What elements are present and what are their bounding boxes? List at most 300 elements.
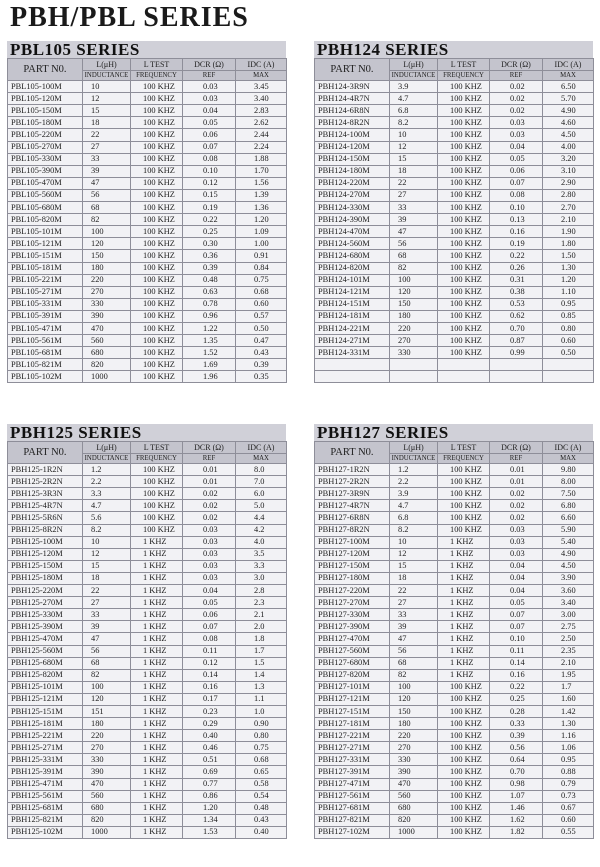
cell-dcr: 0.05 bbox=[490, 597, 543, 609]
cell-idc: 7.50 bbox=[543, 488, 594, 500]
cell-dcr: 1.07 bbox=[490, 790, 543, 802]
table-row bbox=[315, 500, 594, 512]
cell-idc: 1.42 bbox=[543, 705, 594, 717]
cell-inductance: 68 bbox=[390, 657, 438, 669]
table-row bbox=[8, 226, 287, 238]
table-row bbox=[8, 238, 287, 250]
cell-idc: 0.75 bbox=[236, 274, 287, 286]
cell-part-no: PBH124-4R7N bbox=[315, 93, 390, 105]
cell-part-no: PBH124-6R8N bbox=[315, 105, 390, 117]
cell-part-no: PBL105-820M bbox=[8, 214, 83, 226]
cell-idc: 3.40 bbox=[543, 597, 594, 609]
cell-frequency: 100 KHZ bbox=[438, 214, 490, 226]
cell-dcr: 0.06 bbox=[490, 165, 543, 177]
cell-frequency: 1 KHZ bbox=[438, 657, 490, 669]
cell-frequency: 100 KHZ bbox=[438, 754, 490, 766]
cell-idc: 1.8 bbox=[236, 633, 287, 645]
cell-part-no: PBH125-470M bbox=[8, 633, 83, 645]
cell-dcr: 0.06 bbox=[183, 609, 236, 621]
cell-dcr: 0.48 bbox=[183, 274, 236, 286]
cell-idc: 3.3 bbox=[236, 560, 287, 572]
cell-inductance: 15 bbox=[83, 105, 131, 117]
cell-dcr: 0.96 bbox=[183, 310, 236, 322]
cell-idc: 0.80 bbox=[236, 730, 287, 742]
table-row bbox=[315, 718, 594, 730]
cell-idc: 8.00 bbox=[543, 476, 594, 488]
cell-frequency: 100 KHZ bbox=[438, 93, 490, 105]
cell-dcr: 0.04 bbox=[490, 141, 543, 153]
cell-dcr: 0.16 bbox=[490, 669, 543, 681]
cell-frequency: 100 KHZ bbox=[438, 524, 490, 536]
cell-frequency: 100 KHZ bbox=[438, 693, 490, 705]
cell-frequency: 100 KHZ bbox=[131, 359, 183, 371]
header-row bbox=[8, 442, 287, 454]
cell-dcr: 0.07 bbox=[490, 609, 543, 621]
cell-inductance: 330 bbox=[83, 754, 131, 766]
cell-idc: 3.45 bbox=[236, 81, 287, 93]
spec-table bbox=[7, 441, 287, 839]
table-row bbox=[315, 657, 594, 669]
table-row bbox=[8, 129, 287, 141]
cell-part-no: PBH127-391M bbox=[315, 766, 390, 778]
cell-dcr: 0.70 bbox=[490, 766, 543, 778]
cell-inductance: 3.9 bbox=[390, 81, 438, 93]
table-row bbox=[315, 347, 594, 359]
cell-frequency: 100 KHZ bbox=[131, 226, 183, 238]
cell-frequency: 1 KHZ bbox=[131, 766, 183, 778]
cell-dcr: 0.62 bbox=[490, 310, 543, 322]
cell-frequency: 100 KHZ bbox=[438, 681, 490, 693]
table-row bbox=[315, 464, 594, 476]
table-row bbox=[315, 802, 594, 814]
cell-dcr: 0.03 bbox=[490, 524, 543, 536]
cell-dcr: 0.07 bbox=[490, 621, 543, 633]
cell-dcr: 0.25 bbox=[183, 226, 236, 238]
cell-inductance: 270 bbox=[390, 742, 438, 754]
cell-dcr: 0.05 bbox=[183, 117, 236, 129]
cell-inductance: 15 bbox=[390, 153, 438, 165]
cell-inductance: 8.2 bbox=[83, 524, 131, 536]
table-row bbox=[8, 621, 287, 633]
cell-idc: 0.40 bbox=[236, 826, 287, 838]
cell-inductance: 3.9 bbox=[390, 488, 438, 500]
cell-part-no: PBH127-330M bbox=[315, 609, 390, 621]
cell-frequency: 100 KHZ bbox=[438, 718, 490, 730]
cell-idc: 0.60 bbox=[236, 298, 287, 310]
cell-part-no: PBL105-181M bbox=[8, 262, 83, 274]
cell-dcr: 1.46 bbox=[490, 802, 543, 814]
cell-inductance: 15 bbox=[390, 560, 438, 572]
cell-inductance: 22 bbox=[83, 129, 131, 141]
cell-frequency: 100 KHZ bbox=[438, 226, 490, 238]
table-row bbox=[8, 705, 287, 717]
table-row bbox=[8, 335, 287, 347]
cell-frequency: 1 KHZ bbox=[131, 585, 183, 597]
table-row bbox=[315, 165, 594, 177]
cell-inductance: 39 bbox=[83, 621, 131, 633]
cell-inductance: 330 bbox=[390, 347, 438, 359]
cell-inductance: 33 bbox=[83, 153, 131, 165]
cell-frequency: 100 KHZ bbox=[438, 322, 490, 334]
cell-inductance: 18 bbox=[390, 572, 438, 584]
cell-dcr: 0.14 bbox=[490, 657, 543, 669]
cell-idc: 1.50 bbox=[543, 250, 594, 262]
table-row bbox=[315, 536, 594, 548]
cell-part-no: PBL105-180M bbox=[8, 117, 83, 129]
cell-idc: 1.90 bbox=[543, 226, 594, 238]
cell-inductance: 47 bbox=[83, 633, 131, 645]
table-row bbox=[8, 488, 287, 500]
table-row bbox=[315, 262, 594, 274]
header-inductance: L(μH) bbox=[83, 59, 131, 71]
cell-idc: 0.60 bbox=[543, 814, 594, 826]
cell-inductance: 180 bbox=[83, 262, 131, 274]
cell-dcr: 0.40 bbox=[183, 730, 236, 742]
cell-frequency: 100 KHZ bbox=[438, 105, 490, 117]
table-row bbox=[315, 226, 594, 238]
cell-frequency: 100 KHZ bbox=[131, 335, 183, 347]
cell-idc: 1.20 bbox=[543, 274, 594, 286]
table-row bbox=[315, 129, 594, 141]
cell-dcr: 0.69 bbox=[183, 766, 236, 778]
cell-idc: 1.95 bbox=[543, 669, 594, 681]
cell-inductance: 56 bbox=[390, 238, 438, 250]
pbh127-panel bbox=[314, 424, 593, 839]
cell-inductance: 27 bbox=[390, 597, 438, 609]
cell-idc: 0.68 bbox=[236, 754, 287, 766]
header-part-no: PART N0. bbox=[315, 59, 390, 81]
cell-dcr: 0.04 bbox=[183, 585, 236, 597]
cell-frequency: 1 KHZ bbox=[131, 754, 183, 766]
table-row bbox=[315, 81, 594, 93]
table-row bbox=[315, 476, 594, 488]
cell-frequency: 100 KHZ bbox=[131, 189, 183, 201]
cell-part-no: PBH124-820M bbox=[315, 262, 390, 274]
table-row bbox=[8, 669, 287, 681]
cell-dcr: 0.56 bbox=[490, 742, 543, 754]
cell-dcr: 0.03 bbox=[490, 117, 543, 129]
cell-dcr: 0.16 bbox=[490, 226, 543, 238]
subheader-inductance: INDUCTANCE bbox=[390, 454, 438, 464]
cell-frequency: 100 KHZ bbox=[131, 165, 183, 177]
header-idc: IDC (A) bbox=[236, 442, 287, 454]
cell-frequency: 100 KHZ bbox=[438, 766, 490, 778]
cell-idc: 0.79 bbox=[543, 778, 594, 790]
table-row bbox=[8, 597, 287, 609]
cell-idc: 5.40 bbox=[543, 536, 594, 548]
cell-dcr: 0.28 bbox=[490, 705, 543, 717]
cell-dcr: 0.12 bbox=[183, 657, 236, 669]
cell-part-no: PBH127-8R2N bbox=[315, 524, 390, 536]
header-dcr: DCR (Ω) bbox=[183, 59, 236, 71]
cell-inductance: 10 bbox=[390, 129, 438, 141]
cell-inductance: 27 bbox=[390, 189, 438, 201]
cell-dcr: 0.12 bbox=[183, 177, 236, 189]
cell-idc: 0.84 bbox=[236, 262, 287, 274]
cell-part-no: PBL105-150M bbox=[8, 105, 83, 117]
cell-dcr: 0.22 bbox=[490, 681, 543, 693]
cell-dcr: 0.30 bbox=[183, 238, 236, 250]
cell-inductance: 220 bbox=[83, 730, 131, 742]
cell-dcr: 0.25 bbox=[490, 693, 543, 705]
table-row bbox=[8, 81, 287, 93]
cell-part-no: PBH125-221M bbox=[8, 730, 83, 742]
cell-idc: 0.48 bbox=[236, 802, 287, 814]
cell-idc: 4.90 bbox=[543, 105, 594, 117]
cell-dcr: 0.08 bbox=[490, 189, 543, 201]
cell-frequency: 1 KHZ bbox=[131, 802, 183, 814]
table-row bbox=[315, 681, 594, 693]
cell-dcr: 0.03 bbox=[490, 548, 543, 560]
cell-part-no: PBH127-471M bbox=[315, 778, 390, 790]
table-row bbox=[315, 177, 594, 189]
cell-frequency: 1 KHZ bbox=[131, 657, 183, 669]
cell-frequency: 100 KHZ bbox=[131, 322, 183, 334]
cell-inductance: 10 bbox=[83, 81, 131, 93]
cell-part-no: PBH125-101M bbox=[8, 681, 83, 693]
cell-part-no: PBH125-561M bbox=[8, 790, 83, 802]
cell-idc: 0.91 bbox=[236, 250, 287, 262]
cell-inductance: 330 bbox=[390, 754, 438, 766]
cell-dcr: 0.06 bbox=[183, 129, 236, 141]
cell-inductance: 82 bbox=[83, 214, 131, 226]
cell-frequency: 100 KHZ bbox=[131, 141, 183, 153]
cell-inductance: 22 bbox=[390, 177, 438, 189]
series-title: PBH127 SERIES bbox=[314, 424, 593, 441]
cell-frequency: 100 KHZ bbox=[131, 464, 183, 476]
cell-dcr: 0.04 bbox=[490, 585, 543, 597]
cell-idc: 1.5 bbox=[236, 657, 287, 669]
cell-idc: 4.0 bbox=[236, 536, 287, 548]
header-ltest: L TEST bbox=[131, 442, 183, 454]
table-row bbox=[315, 214, 594, 226]
cell-part-no: PBH127-1R2N bbox=[315, 464, 390, 476]
cell-dcr: 0.17 bbox=[183, 693, 236, 705]
cell-inductance: 120 bbox=[390, 286, 438, 298]
cell-idc: 2.50 bbox=[543, 633, 594, 645]
table-row bbox=[8, 718, 287, 730]
cell-part-no: PBH124-330M bbox=[315, 202, 390, 214]
cell-idc: 1.30 bbox=[543, 718, 594, 730]
cell-idc: 6.80 bbox=[543, 500, 594, 512]
cell-inductance: 3.3 bbox=[83, 488, 131, 500]
cell-dcr: 1.69 bbox=[183, 359, 236, 371]
table-row bbox=[8, 826, 287, 838]
subheader-max: MAX bbox=[543, 71, 594, 81]
cell-inductance: 33 bbox=[390, 202, 438, 214]
cell-part-no: PBH127-180M bbox=[315, 572, 390, 584]
cell-part-no: PBH127-100M bbox=[315, 536, 390, 548]
cell-inductance: 39 bbox=[390, 214, 438, 226]
cell-idc: 1.70 bbox=[236, 165, 287, 177]
table-row bbox=[8, 310, 287, 322]
table-row bbox=[315, 693, 594, 705]
cell-idc: 3.0 bbox=[236, 572, 287, 584]
cell-part-no: PBL105-221M bbox=[8, 274, 83, 286]
cell-idc: 3.60 bbox=[543, 585, 594, 597]
cell-part-no: PBH127-820M bbox=[315, 669, 390, 681]
cell-frequency: 100 KHZ bbox=[438, 238, 490, 250]
cell-frequency: 1 KHZ bbox=[438, 645, 490, 657]
subheader-ref: REF bbox=[490, 454, 543, 464]
cell-frequency: 1 KHZ bbox=[131, 718, 183, 730]
table-row bbox=[8, 766, 287, 778]
cell-inductance: 470 bbox=[83, 778, 131, 790]
table-row bbox=[315, 560, 594, 572]
table-row bbox=[315, 359, 594, 371]
cell-inductance: 1000 bbox=[390, 826, 438, 838]
table-row bbox=[315, 488, 594, 500]
cell-part-no: PBH127-2R2N bbox=[315, 476, 390, 488]
cell-frequency: 100 KHZ bbox=[438, 500, 490, 512]
table-row bbox=[315, 548, 594, 560]
table-row bbox=[315, 572, 594, 584]
cell-dcr: 1.34 bbox=[183, 814, 236, 826]
cell-inductance: 15 bbox=[83, 560, 131, 572]
table-row bbox=[315, 730, 594, 742]
cell-dcr: 0.01 bbox=[490, 476, 543, 488]
table-row bbox=[8, 105, 287, 117]
cell-dcr: 0.15 bbox=[183, 189, 236, 201]
cell-idc: 1.7 bbox=[543, 681, 594, 693]
cell-part-no: PBH125-4R7N bbox=[8, 500, 83, 512]
cell-part-no: PBL105-101M bbox=[8, 226, 83, 238]
cell-frequency: 100 KHZ bbox=[131, 81, 183, 93]
cell-dcr bbox=[490, 359, 543, 371]
cell-part-no: PBL105-331M bbox=[8, 298, 83, 310]
cell-dcr: 0.02 bbox=[490, 93, 543, 105]
header-dcr: DCR (Ω) bbox=[183, 442, 236, 454]
cell-dcr: 0.38 bbox=[490, 286, 543, 298]
cell-part-no: PBH124-470M bbox=[315, 226, 390, 238]
cell-frequency: 100 KHZ bbox=[438, 141, 490, 153]
table-row bbox=[315, 790, 594, 802]
cell-dcr: 0.07 bbox=[183, 621, 236, 633]
cell-inductance: 100 bbox=[83, 681, 131, 693]
cell-dcr: 0.10 bbox=[490, 633, 543, 645]
cell-dcr: 0.03 bbox=[183, 548, 236, 560]
header-row bbox=[315, 59, 594, 71]
cell-inductance: 39 bbox=[390, 621, 438, 633]
cell-dcr: 1.22 bbox=[183, 322, 236, 334]
cell-frequency: 1 KHZ bbox=[131, 597, 183, 609]
cell-part-no: PBH125-100M bbox=[8, 536, 83, 548]
cell-part-no: PBH127-681M bbox=[315, 802, 390, 814]
cell-part-no: PBL105-821M bbox=[8, 359, 83, 371]
cell-inductance: 100 bbox=[83, 226, 131, 238]
subheader-inductance: INDUCTANCE bbox=[390, 71, 438, 81]
cell-dcr: 1.62 bbox=[490, 814, 543, 826]
cell-inductance: 56 bbox=[83, 189, 131, 201]
cell-inductance: 470 bbox=[83, 322, 131, 334]
cell-part-no: PBL105-390M bbox=[8, 165, 83, 177]
cell-inductance: 6.8 bbox=[390, 512, 438, 524]
cell-inductance: 100 bbox=[390, 681, 438, 693]
cell-part-no: PBH125-390M bbox=[8, 621, 83, 633]
cell-idc: 1.80 bbox=[543, 238, 594, 250]
subheader-frequency: FREQUENCY bbox=[438, 71, 490, 81]
cell-part-no: PBL105-330M bbox=[8, 153, 83, 165]
cell-inductance: 1000 bbox=[83, 371, 131, 383]
cell-inductance: 270 bbox=[390, 335, 438, 347]
cell-part-no: PBH125-8R2N bbox=[8, 524, 83, 536]
cell-frequency: 1 KHZ bbox=[131, 790, 183, 802]
cell-inductance: 270 bbox=[83, 286, 131, 298]
cell-part-no: PBH124-390M bbox=[315, 214, 390, 226]
cell-part-no: PBL105-680M bbox=[8, 202, 83, 214]
cell-idc: 1.09 bbox=[236, 226, 287, 238]
cell-dcr: 0.08 bbox=[183, 153, 236, 165]
table-row bbox=[8, 322, 287, 334]
cell-frequency: 100 KHZ bbox=[438, 512, 490, 524]
cell-frequency: 100 KHZ bbox=[438, 286, 490, 298]
cell-part-no: PBL105-681M bbox=[8, 347, 83, 359]
cell-idc: 0.95 bbox=[543, 754, 594, 766]
cell-part-no: PBL105-100M bbox=[8, 81, 83, 93]
cell-idc: 1.16 bbox=[543, 730, 594, 742]
table-row bbox=[315, 310, 594, 322]
cell-dcr: 0.77 bbox=[183, 778, 236, 790]
table-row bbox=[8, 585, 287, 597]
table-row bbox=[8, 177, 287, 189]
cell-idc: 1.10 bbox=[543, 286, 594, 298]
cell-part-no: PBH124-680M bbox=[315, 250, 390, 262]
cell-inductance: 150 bbox=[390, 705, 438, 717]
cell-idc: 1.4 bbox=[236, 669, 287, 681]
cell-idc: 3.00 bbox=[543, 609, 594, 621]
cell-idc: 6.0 bbox=[236, 488, 287, 500]
table-row bbox=[315, 669, 594, 681]
cell-part-no: PBH125-120M bbox=[8, 548, 83, 560]
cell-dcr: 0.46 bbox=[183, 742, 236, 754]
cell-dcr: 1.20 bbox=[183, 802, 236, 814]
cell-idc: 2.90 bbox=[543, 177, 594, 189]
cell-dcr: 0.05 bbox=[183, 597, 236, 609]
cell-idc: 1.20 bbox=[236, 214, 287, 226]
table-row bbox=[315, 250, 594, 262]
table-row bbox=[8, 693, 287, 705]
table-row bbox=[8, 560, 287, 572]
cell-inductance: 8.2 bbox=[390, 524, 438, 536]
table-row bbox=[8, 347, 287, 359]
cell-dcr: 0.02 bbox=[490, 488, 543, 500]
cell-part-no: PBH125-5R6N bbox=[8, 512, 83, 524]
cell-idc: 4.00 bbox=[543, 141, 594, 153]
cell-frequency: 1 KHZ bbox=[131, 742, 183, 754]
subheader-max: MAX bbox=[236, 454, 287, 464]
cell-frequency: 1 KHZ bbox=[438, 572, 490, 584]
cell-part-no: PBH125-681M bbox=[8, 802, 83, 814]
table-row bbox=[8, 814, 287, 826]
cell-dcr: 0.26 bbox=[490, 262, 543, 274]
cell-dcr: 0.14 bbox=[183, 669, 236, 681]
cell-dcr: 0.64 bbox=[490, 754, 543, 766]
subheader-frequency: FREQUENCY bbox=[438, 454, 490, 464]
cell-dcr: 0.01 bbox=[183, 464, 236, 476]
cell-part-no: PBH127-102M bbox=[315, 826, 390, 838]
header-row bbox=[315, 442, 594, 454]
spec-table bbox=[314, 441, 594, 839]
cell-idc: 0.90 bbox=[236, 718, 287, 730]
header-inductance: L(μH) bbox=[390, 59, 438, 71]
cell-inductance: 270 bbox=[83, 742, 131, 754]
cell-dcr: 0.03 bbox=[183, 524, 236, 536]
cell-part-no: PBH127-390M bbox=[315, 621, 390, 633]
cell-frequency: 1 KHZ bbox=[438, 560, 490, 572]
page-title: PBH/PBL SERIES bbox=[10, 2, 249, 33]
header-inductance: L(μH) bbox=[390, 442, 438, 454]
cell-idc: 3.20 bbox=[543, 153, 594, 165]
